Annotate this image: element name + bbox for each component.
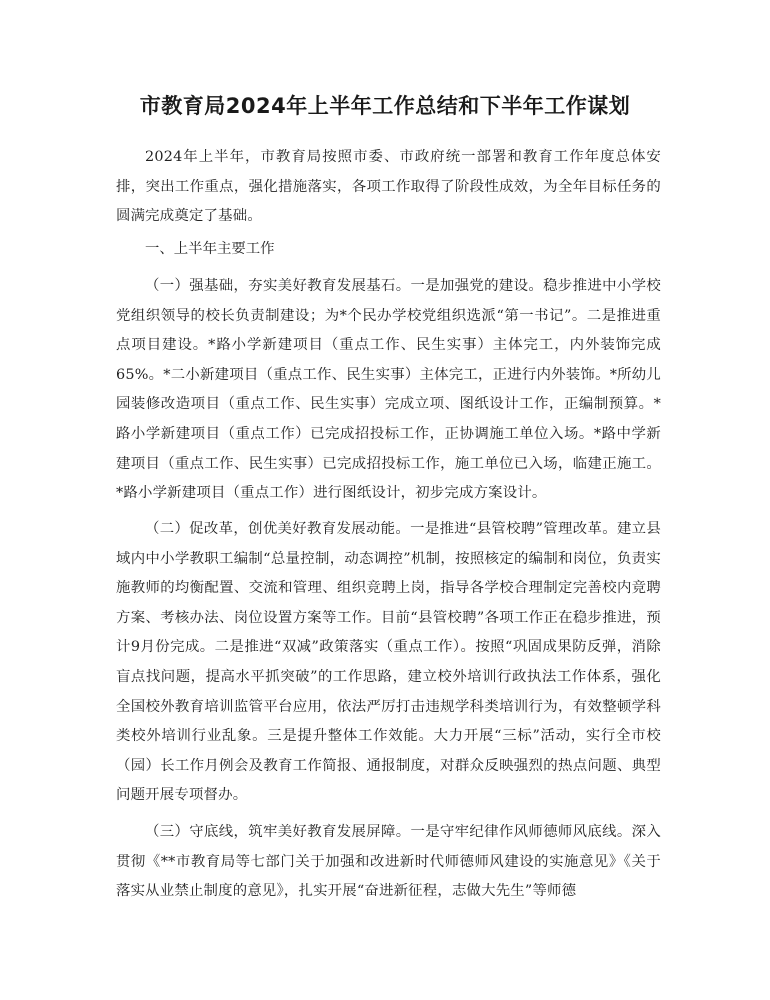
paragraph-section-2: （二）促改革，创优美好教育发展动能。一是推进“县管校聘”管理改革。建立县域内中小学教职工编制“总量控制，动态调控”机制，按照核定的编制和岗位，负责实施教师的均衡配置、交流和管理、组织竞聘上岗，指导各学校合理制定完善校内竞聘方案、考核办法、岗位设置方案等工作。目前“县管校聘”各项工作正在稳步推进，预计9月份完成。二是推进“双减”政策落实（重点工作）。按照“巩固成果防反弹，消除盲点找问题，提高水平抓突破”的工作思路，建立校外培训行政执法工作体系，强化全国校外教育培训监管平台应用，依法严厉打击违规学科类培训行为，有效整顿学科类校外培训行业乱象。三是提升整体工作效能。大力开展“三标”活动，实行全市校（园）长工作月例会及教育工作简报、通报制度，对群众反映强烈的热点问题、典型问题开展专项督办。 xyxy=(116,521,661,804)
section-heading: 一、上半年主要工作 xyxy=(145,241,275,257)
document-title: 市教育局2024年上半年工作总结和下半年工作谋划 xyxy=(139,94,631,118)
paragraph-section-3: （三）守底线，筑牢美好教育发展屏障。一是守牢纪律作风师德师风底线。深入贯彻《**市教育局等七部门关于加强和改进新时代师德师风建设的实施意见》《关于落实从业禁止制度的意见》，扎实开展“奋进新征程，志做大先生”等师德 xyxy=(116,824,661,900)
intro-paragraph: 2024年上半年，市教育局按照市委、市政府统一部署和教育工作年度总体安排，突出工作重点，强化措施落实，各项工作取得了阶段性成效，为全年目标任务的圆满完成奠定了基础。 xyxy=(116,149,661,225)
paragraph-section-1: （一）强基础，夯实美好教育发展基石。一是加强党的建设。稳步推进中小学校党组织领导的校长负责制建设；为*个民办学校党组织选派“第一书记”。二是推进重点项目建设。*路小学新建项目（重点工作、民生实事）主体完工，内外装饰完成65%。*二小新建项目（重点工作、民生实事）主体完工，正进行内外装饰。*所幼儿园装修改造项目（重点工作、民生实事）完成立项、图纸设计工作，正编制预算。*路小学新建项目（重点工作）已完成招投标工作，正协调施工单位入场。*路中学新建项目（重点工作、民生实事）已完成招投标工作，施工单位已入场，临建正施工。*路小学新建项目（重点工作）进行图纸设计，初步完成方案设计。 xyxy=(116,278,661,502)
